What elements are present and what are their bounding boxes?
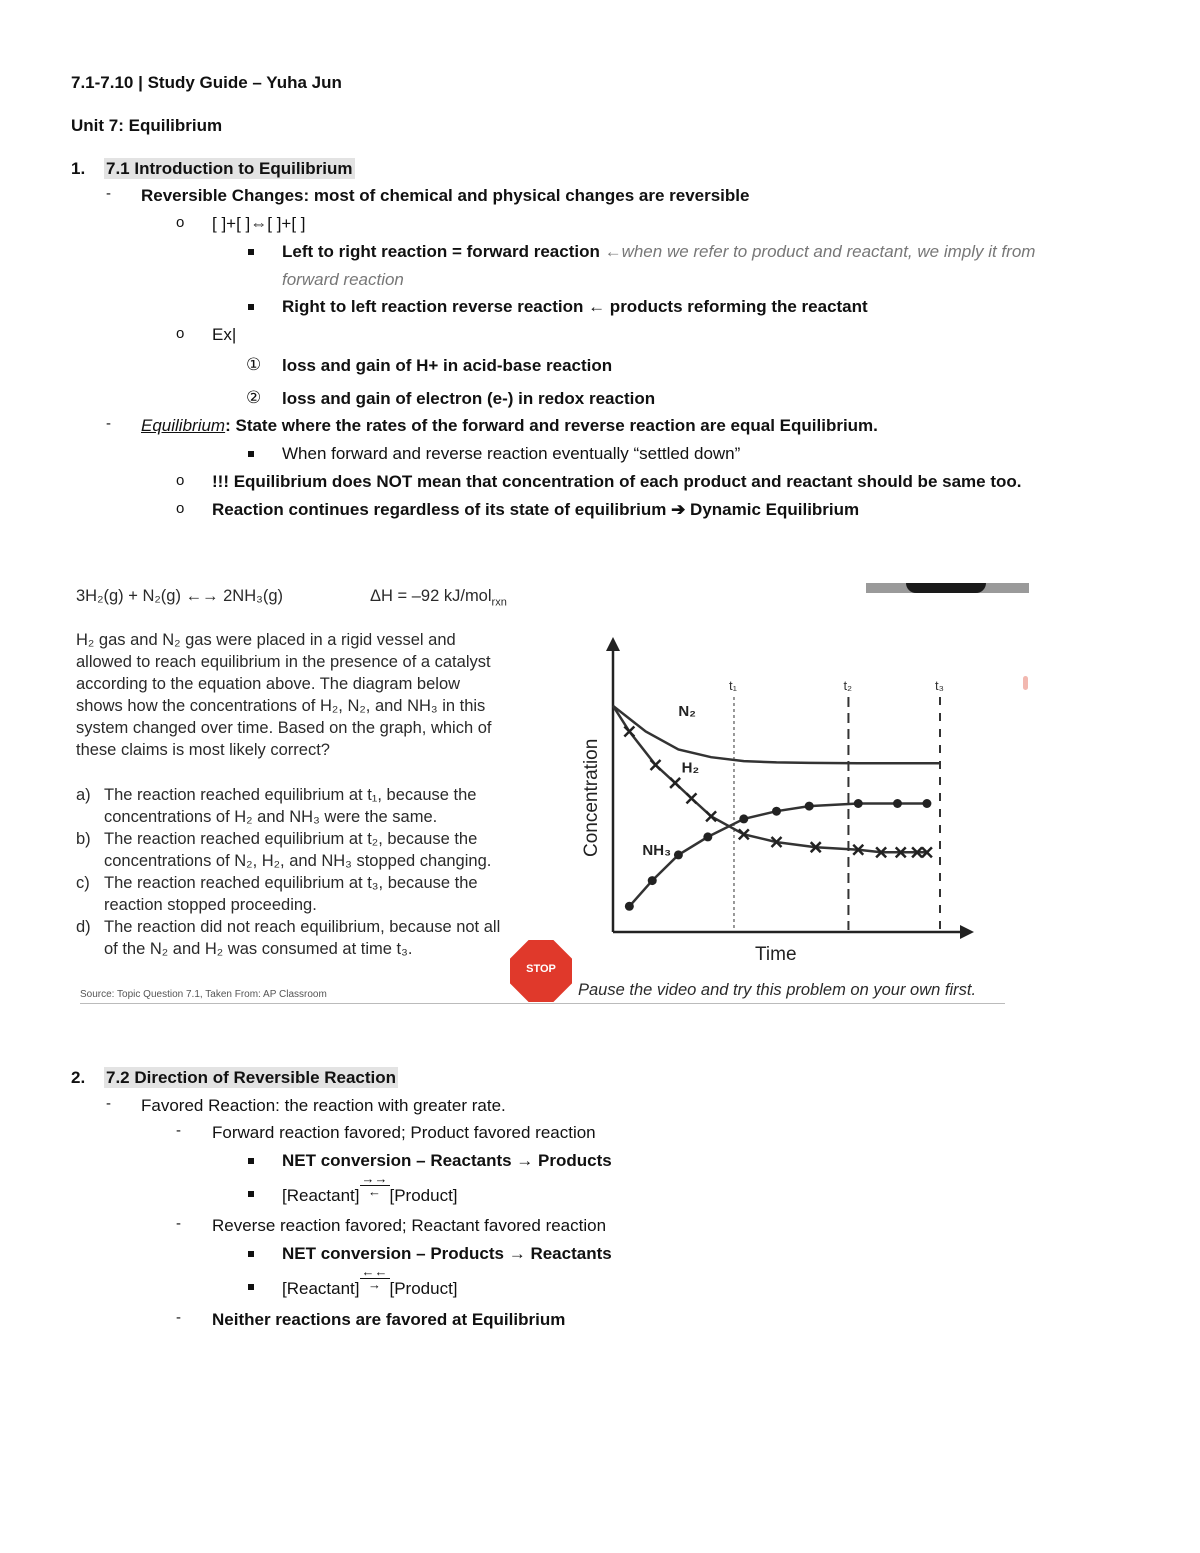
prompt-line: H₂ gas and N₂ gas were placed in a rigid vessel and — [76, 631, 456, 649]
video-thumbnail-strip — [866, 583, 1029, 593]
dash-bullet: - — [106, 415, 111, 432]
ex1-text: loss and gain of H+ in acid-base reaction — [282, 356, 613, 375]
section2-number: 2. — [71, 1068, 86, 1087]
circle-bullet: o — [176, 472, 185, 489]
option-c-line1: The reaction reached equilibrium at t₃, because the — [104, 874, 478, 892]
nh3-point — [625, 902, 634, 911]
square-bullet — [248, 1191, 254, 1197]
forward-arrows-bottom: ← — [368, 1184, 381, 1199]
series-label-2: NH₃ — [642, 841, 672, 859]
dash-bullet: - — [106, 1095, 111, 1112]
option-b-line2: concentrations of N₂, H₂, and NH₃ stopped changing. — [104, 852, 492, 870]
nh3-point — [703, 832, 712, 841]
series-line-1 — [613, 706, 927, 853]
circle-bullet: o — [176, 500, 185, 517]
problem-equation: 3H₂(g) + N₂(g) ←→ 2NH₃(g) — [76, 587, 284, 605]
prompt-line: system changed over time. Based on the graph, which of — [76, 719, 492, 737]
h2-point — [651, 760, 661, 770]
prompt-line: allowed to reach equilibrium in the presence of a catalyst — [76, 653, 491, 671]
y-axis-label: Concentration — [581, 738, 602, 857]
section1-heading — [104, 159, 355, 179]
h2-point — [686, 793, 696, 803]
nh3-point — [922, 799, 931, 808]
forward-note-1: ←when we refer to product and reactant, we imply it from — [604, 242, 1036, 261]
nh3-point — [739, 814, 748, 823]
net-reverse-text: NET conversion – Products → Reactants — [282, 1244, 612, 1263]
favored-text: Favored Reaction: the reaction with greater rate. — [141, 1096, 506, 1115]
concentration-chart — [570, 635, 990, 980]
stop-label: STOP — [526, 963, 556, 975]
x-axis-label: Time — [755, 944, 797, 965]
forward-line — [282, 242, 1035, 262]
ex2-marker: ② — [246, 388, 262, 407]
dash-bullet: - — [176, 1309, 181, 1326]
nh3-point — [805, 802, 814, 811]
option-b-line1: The reaction reached equilibrium at t₂, because the — [104, 830, 478, 848]
settled-text: When forward and reverse reaction eventually “settled down” — [282, 444, 741, 463]
dash-bullet: - — [106, 185, 111, 202]
prompt-line: according to the equation above. The diagram below — [76, 675, 461, 693]
equilibrium-def: : State where the rates of the forward and reverse reaction are equal Equilibrium. — [225, 416, 878, 435]
reverse-arrows-top: ←← — [361, 1264, 388, 1279]
nh3-point — [893, 799, 902, 808]
time-marker-label-3: t₃ — [935, 678, 944, 693]
nh3-point — [648, 876, 657, 885]
ex-label: Ex| — [212, 325, 237, 344]
forward-note-2: forward reaction — [282, 270, 404, 289]
doc-title: 7.1-7.10 | Study Guide – Yuha Jun — [71, 73, 342, 92]
problem-dh-sub: rxn — [491, 596, 507, 609]
option-d-line1: The reaction did not reach equilibrium, because not all — [104, 918, 501, 936]
option-c-line2: reaction stopped proceeding. — [104, 896, 317, 914]
nh3-point — [772, 807, 781, 816]
x-axis-arrow — [960, 925, 974, 939]
prompt-line: these claims is most likely correct? — [76, 741, 330, 759]
reverse-text: Right to left reaction reverse reaction ← products reforming the reactant — [282, 297, 868, 316]
reverse-favored-text: Reverse reaction favored; Reactant favored reaction — [212, 1216, 607, 1235]
h2-point — [706, 811, 716, 821]
square-bullet — [248, 304, 254, 310]
prompt-line: shows how the concentrations of H₂, N₂, and NH₃ in this — [76, 697, 486, 715]
forward-arrow-stack — [360, 1173, 390, 1198]
section1-number: 1. — [71, 159, 86, 178]
equilibrium-line — [141, 416, 878, 436]
dash-bullet: - — [176, 1122, 181, 1139]
time-marker-label-1: t₁ — [728, 678, 737, 693]
time-marker-label-2: t₂ — [843, 678, 853, 693]
red-mark — [1023, 676, 1028, 690]
y-axis-arrow — [606, 637, 620, 651]
forward-equilibrium-expression — [282, 1171, 458, 1205]
neither-text: Neither reactions are favored at Equilibrium — [212, 1310, 566, 1329]
dash-bullet: - — [176, 1215, 181, 1232]
forward-arrows-top: →→ — [361, 1171, 388, 1186]
problem-dh-text: ΔH = –92 kJ/mol — [370, 587, 492, 605]
option-a-line1: The reaction reached equilibrium at t₁, because the — [104, 786, 477, 804]
reactant-label: [Reactant] — [282, 1278, 360, 1298]
circle-bullet: o — [176, 325, 185, 342]
source-text: Source: Topic Question 7.1, Taken From: AP Classroom — [80, 989, 327, 1000]
section2-heading-text: 7.2 Direction of Reversible Reaction — [106, 1068, 397, 1087]
square-bullet — [248, 1158, 254, 1164]
equation-template: [ ]+[ ]⇔[ ]+[ ] — [212, 214, 306, 233]
h2-point — [624, 727, 634, 737]
square-bullet — [248, 249, 254, 255]
option-a-label: a) — [76, 786, 91, 804]
reverse-equilibrium-expression — [282, 1264, 458, 1298]
dynamic-text: Reaction continues regardless of its state of equilibrium ➔ Dynamic Equilibrium — [212, 500, 860, 519]
product-label: [Product] — [389, 1278, 458, 1298]
square-bullet — [248, 1251, 254, 1257]
series-label-0: N₂ — [678, 703, 696, 721]
reverse-arrow-stack — [360, 1266, 390, 1291]
option-d-line2: of the N₂ and H₂ was consumed at time t₃. — [104, 940, 413, 958]
option-a-line2: concentrations of H₂ and NH₃ were the same. — [104, 808, 438, 826]
net-forward-text: NET conversion – Reactants → Products — [282, 1151, 612, 1170]
section2-heading — [104, 1068, 398, 1088]
reversible-text: Reversible Changes: most of chemical and physical changes are reversible — [141, 186, 750, 205]
circle-bullet: o — [176, 214, 185, 231]
option-b-label: b) — [76, 830, 91, 848]
option-c-label: c) — [76, 874, 90, 892]
forward-text: Left to right reaction = forward reaction — [282, 242, 605, 261]
equilibrium-term: Equilibrium — [141, 416, 226, 435]
option-d-label: d) — [76, 918, 91, 936]
product-label: [Product] — [389, 1185, 458, 1205]
square-bullet — [248, 451, 254, 457]
section1-heading-text: 7.1 Introduction to Equilibrium — [106, 159, 353, 178]
series-label-1: H₂ — [681, 759, 700, 777]
series-line-0 — [613, 706, 940, 763]
problem-dh — [370, 587, 507, 608]
h2-point — [670, 778, 680, 788]
ex2-text: loss and gain of electron (e-) in redox reaction — [282, 389, 656, 408]
not-same-text: !!! Equilibrium does NOT mean that concentration of each product and reactant should be same too. — [212, 472, 1022, 491]
reactant-label: [Reactant] — [282, 1185, 360, 1205]
forward-favored-text: Forward reaction favored; Product favored reaction — [212, 1123, 596, 1142]
ex1-marker: ① — [246, 355, 262, 374]
video-thumbnail-figure — [906, 583, 986, 593]
source-divider — [80, 1003, 1005, 1004]
unit-title: Unit 7: Equilibrium — [71, 116, 223, 135]
nh3-point — [674, 850, 683, 859]
nh3-point — [854, 799, 863, 808]
pause-text: Pause the video and try this problem on your own first. — [578, 981, 977, 999]
reverse-arrows-bottom: → — [368, 1277, 381, 1292]
square-bullet — [248, 1284, 254, 1290]
